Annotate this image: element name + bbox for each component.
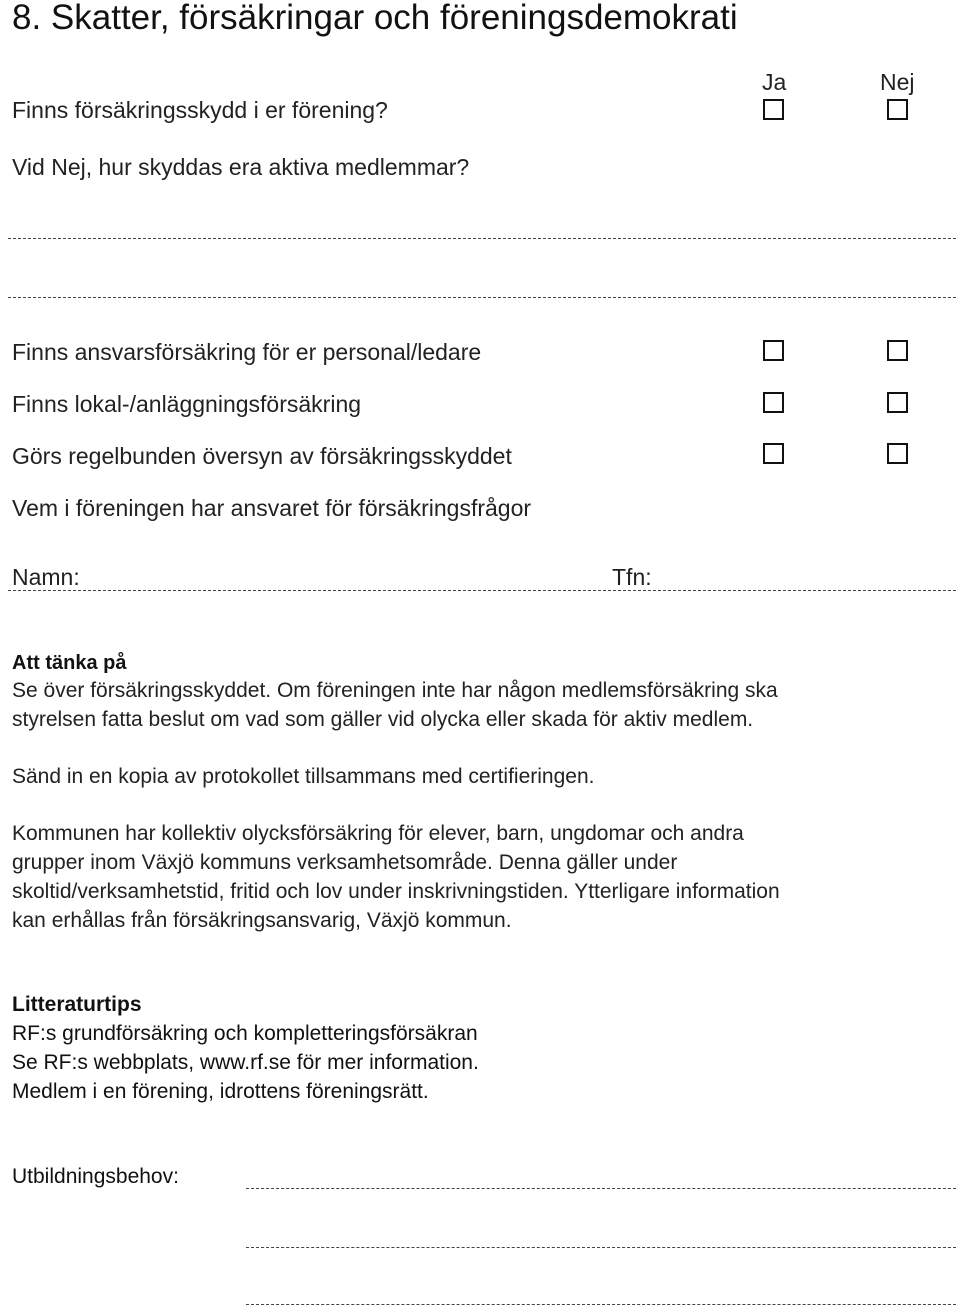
phone-label: Tfn: [612, 564, 652, 590]
question-regular-review: Görs regelbunden översyn av försäkringsskyddet [12, 443, 512, 469]
no-column-header: Nej [880, 69, 915, 95]
facility-insurance-yes-checkbox[interactable] [763, 392, 784, 413]
yes-column-header: Ja [762, 69, 787, 95]
think-about-heading: Att tänka på [12, 652, 127, 674]
regular-review-yes-checkbox[interactable] [763, 443, 784, 464]
question-liability-insurance: Finns ansvarsförsäkring för er personal/ledare [12, 339, 482, 365]
literature-item: RF:s grundförsäkring och kompletteringsförsäkran [12, 1022, 478, 1045]
liability-insurance-yes-checkbox[interactable] [763, 340, 784, 361]
name-label: Namn: [12, 564, 80, 590]
think-text-line: Kommunen har kollektiv olycksförsäkring för elever, barn, ungdomar och andra [12, 822, 744, 845]
think-text-line: skoltid/verksamhetstid, fritid och lov under inskrivningstiden. Ytterligare information [12, 880, 780, 903]
question-insurance-coverage: Finns försäkringsskydd i er förening? [12, 97, 388, 123]
literature-item: Medlem i en förening, idrottens föreningsrätt. [12, 1080, 429, 1103]
think-text-line: Sänd in en kopia av protokollet tillsammans med certifieringen. [12, 765, 595, 788]
think-text-line: styrelsen fatta beslut om vad som gäller vid olycka eller skada för aktiv medlem. [12, 708, 754, 731]
think-text-line: kan erhållas från försäkringsansvarig, Växjö kommun. [12, 909, 512, 932]
training-needs-label: Utbildningsbehov: [12, 1165, 179, 1188]
literature-heading: Litteraturtips [12, 993, 142, 1016]
answer-line-2[interactable] [8, 297, 956, 298]
page-title: 8. Skatter, försäkringar och föreningsdemokrati [12, 0, 738, 37]
question-responsible-person: Vem i föreningen har ansvaret för försäkringsfrågor [12, 495, 532, 521]
training-needs-line-3[interactable] [246, 1304, 956, 1305]
training-needs-line-1[interactable] [246, 1188, 956, 1189]
literature-item: Se RF:s webbplats, www.rf.se för mer information. [12, 1051, 479, 1074]
insurance-coverage-yes-checkbox[interactable] [763, 99, 784, 120]
training-needs-line-2[interactable] [246, 1247, 956, 1248]
question-facility-insurance: Finns lokal-/anläggningsförsäkring [12, 391, 362, 417]
answer-line-1[interactable] [8, 238, 956, 239]
facility-insurance-no-checkbox[interactable] [887, 392, 908, 413]
name-phone-input-line[interactable] [8, 590, 956, 591]
question-if-no-protection: Vid Nej, hur skyddas era aktiva medlemmar? [12, 154, 470, 180]
regular-review-no-checkbox[interactable] [887, 443, 908, 464]
insurance-coverage-no-checkbox[interactable] [887, 99, 908, 120]
liability-insurance-no-checkbox[interactable] [887, 340, 908, 361]
think-text-line: grupper inom Växjö kommuns verksamhetsområde. Denna gäller under [12, 851, 678, 874]
think-text-line: Se över försäkringsskyddet. Om föreningen inte har någon medlemsförsäkring ska [12, 679, 778, 702]
